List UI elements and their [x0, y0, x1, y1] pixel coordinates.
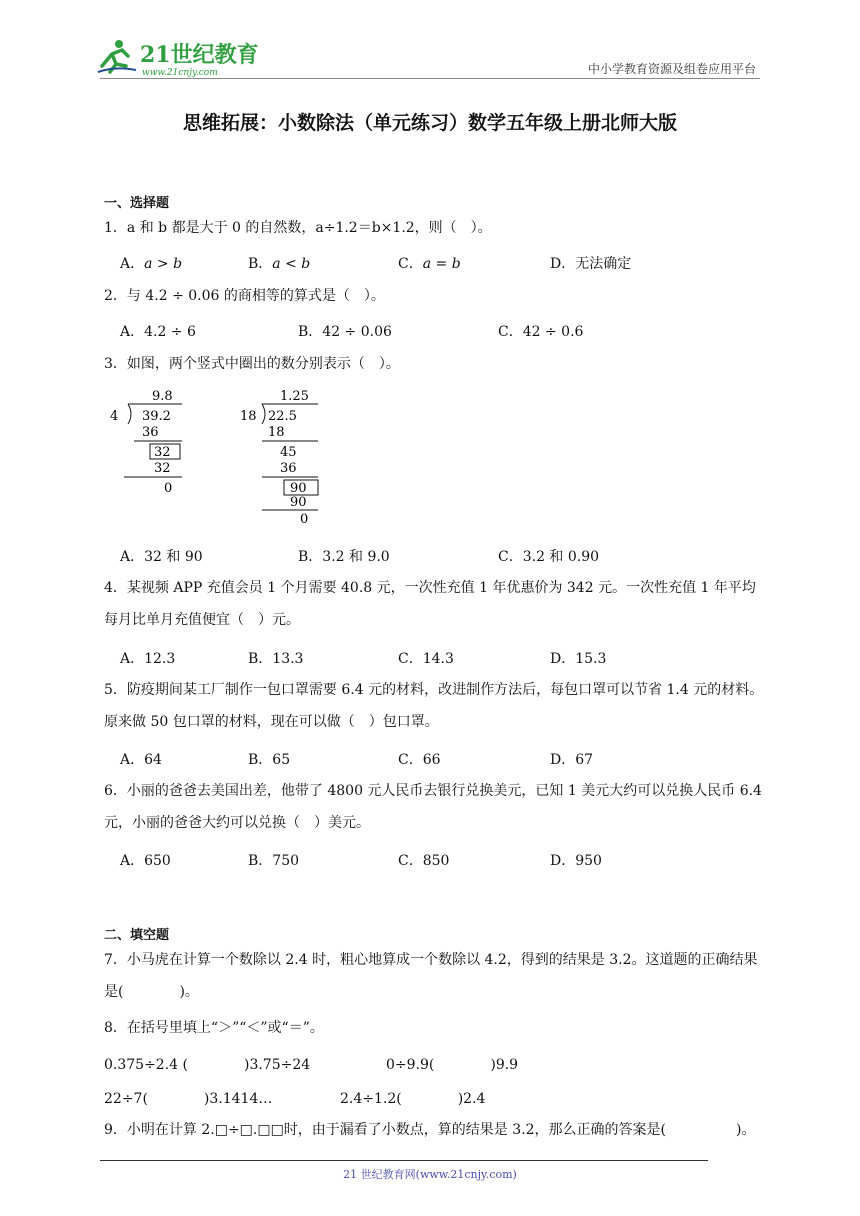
question-7: 7．小马虎在计算一个数除以 2.4 时，粗心地算成一个数除以 4.2，得到的结果是 3.2。这道题的正确结果是( )。	[104, 952, 758, 1000]
compare-item: 22÷7( )3.1414…	[104, 1091, 273, 1107]
option-c: C．66	[398, 752, 441, 768]
option-d: D．67	[550, 752, 594, 768]
svg-text:32: 32	[154, 461, 171, 476]
section-heading-choice: 一、选择题	[104, 196, 170, 211]
compare-item: 0÷9.9( )9.9	[386, 1057, 519, 1073]
svg-text:45: 45	[280, 445, 297, 460]
svg-text:18: 18	[268, 425, 285, 440]
option-b: B．750	[248, 853, 300, 869]
question-9: 9．小明在计算 2.□÷□.□□时，由于漏看了小数点，算的结果是 3.2，那么正确的答案是( )。	[104, 1122, 756, 1138]
logo	[96, 36, 266, 78]
option-b: B．13.3	[248, 651, 304, 667]
header-divider	[100, 78, 760, 79]
svg-text:32: 32	[154, 445, 171, 460]
quotient: 9.8	[152, 389, 173, 404]
quotient: 1.25	[280, 389, 309, 404]
question-1-options	[120, 253, 760, 277]
divisor: 4	[110, 409, 119, 424]
question-8: 8．在括号里填上“＞”“＜”或“＝”。	[104, 1020, 324, 1036]
option-c: C．850	[398, 853, 450, 869]
option-d: D．950	[550, 853, 602, 869]
dividend: 22.5	[268, 409, 297, 424]
svg-text:36: 36	[142, 425, 159, 440]
logo-url: www.21cnjy.com	[142, 68, 218, 78]
dividend: 39.2	[142, 409, 171, 424]
option-a: A．4.2 ÷ 6	[120, 324, 196, 340]
question-2: 2．与 4.2 ÷ 0.06 的商相等的算式是（ ）。	[104, 288, 385, 304]
question-2-options	[120, 321, 760, 345]
option-a: A．650	[120, 853, 171, 869]
long-division-2	[238, 384, 338, 526]
svg-text:90: 90	[290, 481, 307, 496]
question-1: 1．a 和 b 都是大于 0 的自然数，a÷1.2＝b×1.2，则（ ）。	[104, 220, 492, 236]
question-6-options	[120, 850, 760, 874]
long-division-1	[104, 384, 204, 504]
option-d: D．无法确定	[550, 256, 632, 272]
svg-text:0: 0	[164, 481, 173, 496]
option-c: C．42 ÷ 0.6	[498, 324, 584, 340]
option-b: B．3.2 和 9.0	[298, 549, 390, 565]
question-3-options	[120, 546, 760, 570]
page-title: 思维拓展：小数除法（单元练习）数学五年级上册北师大版	[182, 112, 677, 134]
platform-name: 中小学教育资源及组卷应用平台	[587, 62, 756, 76]
footer-text: 21 世纪教育网(www.21cnjy.com)	[343, 1168, 517, 1181]
option-b: B．65	[248, 752, 291, 768]
question-5: 5．防疫期间某工厂制作一包口罩需要 6.4 元的材料，改进制作方法后，每包口罩可以节省 1.4 元的材料。原来做 50 包口罩的材料，现在可以做（ ）包口罩。	[104, 682, 764, 730]
question-4-options	[120, 648, 760, 672]
question-6: 6．小丽的爸爸去美国出差，他带了 4800 元人民币去银行兑换美元，已知 1 美元大约可以兑换人民币 6.4 元，小丽的爸爸大约可以兑换（ ）美元。	[104, 783, 762, 831]
svg-text:90: 90	[290, 495, 307, 510]
footer-divider	[100, 1160, 708, 1161]
option-a: A．64	[120, 752, 162, 768]
option-b: B．42 ÷ 0.06	[298, 324, 392, 340]
divisor: 18	[240, 409, 257, 424]
svg-text:36: 36	[280, 461, 297, 476]
svg-text:0: 0	[300, 512, 309, 526]
runner-icon	[98, 40, 136, 72]
option-b: B．a < b	[248, 256, 311, 272]
question-4: 4．某视频 APP 充值会员 1 个月需要 40.8 元，一次性充值 1 年优惠价为 342 元。一次性充值 1 年平均每月比单月充值便宜（ ）元。	[104, 580, 756, 628]
option-c: C．3.2 和 0.90	[498, 549, 600, 565]
option-c: C．14.3	[398, 651, 454, 667]
option-a: A．32 和 90	[120, 549, 203, 565]
section-heading-fill: 二、填空题	[104, 928, 170, 943]
option-a: A．12.3	[120, 651, 176, 667]
option-a: A．a > b	[120, 256, 183, 272]
logo-text: 21世纪教育	[140, 42, 259, 68]
question-5-options	[120, 749, 760, 773]
page-header	[0, 0, 860, 80]
compare-item: 0.375÷2.4 ( )3.75÷24	[104, 1057, 311, 1073]
option-d: D．15.3	[550, 651, 607, 667]
question-3: 3．如图，两个竖式中圈出的数分别表示（ ）。	[104, 356, 400, 372]
option-c: C．a = b	[398, 256, 461, 272]
compare-item: 2.4÷1.2( )2.4	[340, 1091, 486, 1107]
